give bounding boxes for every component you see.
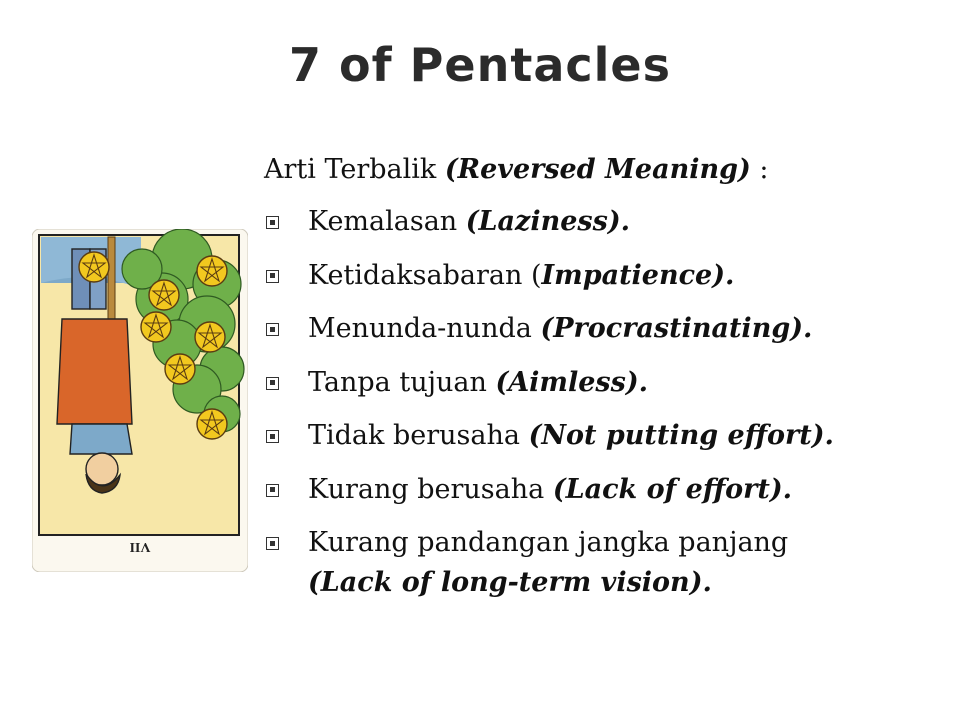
tarot-card-image <box>32 229 248 572</box>
item-text: Kemalasan <box>308 206 466 237</box>
item-text: Kurang pandangan jangka panjang <box>308 527 789 558</box>
item-italic: (Lack of effort). <box>552 473 793 505</box>
item-italic: (Procrastinating). <box>540 313 813 344</box>
slide-title: 7 of Pentacles <box>289 38 671 92</box>
item-italic: (Not putting effort). <box>528 420 834 451</box>
list-item <box>264 470 954 510</box>
list-item <box>264 202 954 242</box>
list-item <box>264 256 954 296</box>
list-item <box>264 309 954 349</box>
item-italic: (Aimless). <box>495 366 648 398</box>
item-text: Ketidaksabaran ( <box>308 259 542 291</box>
list-item <box>264 416 954 456</box>
item-italic: Impatience). <box>541 259 735 291</box>
item-text: Tanpa tujuan <box>308 366 496 398</box>
item-text: Tidak berusaha <box>308 420 529 451</box>
reversed-meaning-heading <box>264 150 954 190</box>
heading-italic: (Reversed Meaning) <box>444 154 751 185</box>
item-text: Menunda-nunda <box>308 313 541 344</box>
list-item <box>264 363 954 403</box>
item-italic: (Lack of long-term vision). <box>308 567 712 598</box>
square-bullet-icon <box>266 270 279 283</box>
meaning-content <box>264 150 954 617</box>
square-bullet-icon <box>266 323 279 336</box>
list-item <box>264 523 954 603</box>
heading-suffix: : <box>750 154 769 185</box>
heading-text: Arti Terbalik <box>264 154 445 185</box>
square-bullet-icon <box>266 216 279 229</box>
square-bullet-icon <box>266 484 279 497</box>
square-bullet-icon <box>266 537 279 550</box>
card-numeral: VII <box>129 539 151 554</box>
square-bullet-icon <box>266 430 279 443</box>
item-text: Kurang berusaha <box>308 473 553 505</box>
square-bullet-icon <box>266 377 279 390</box>
meaning-list <box>264 202 954 603</box>
item-italic: (Laziness). <box>465 206 631 237</box>
